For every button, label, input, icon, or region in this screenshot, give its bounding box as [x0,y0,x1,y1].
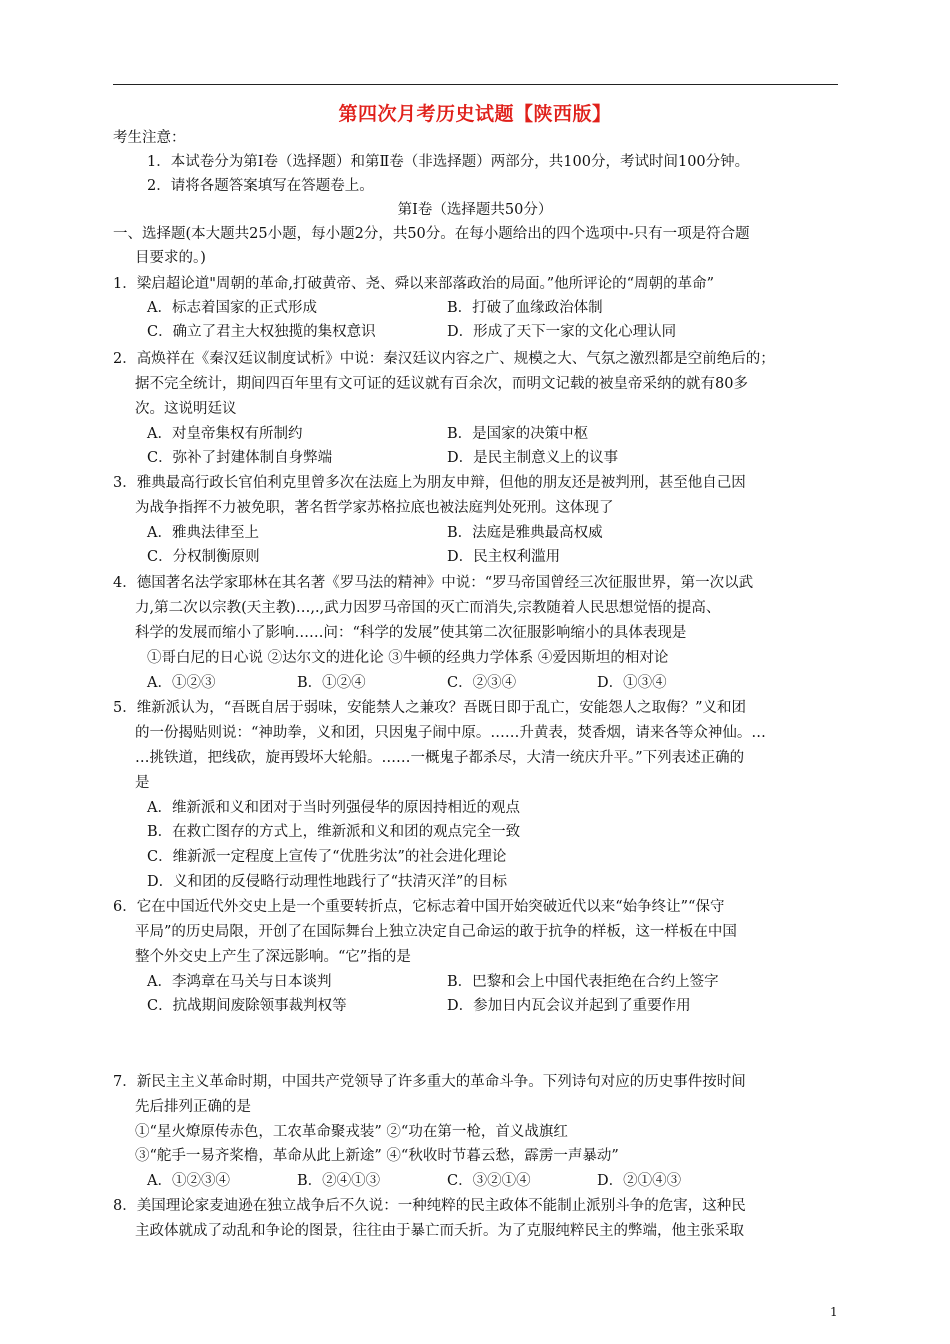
question-5-stem: …挑铁道，把线砍，旋再毁坏大轮船。……一概鬼子都杀尽，大清一统庆升平。”下列表述正确的 [135,750,745,766]
question-3-option-d: D．民主权利滥用 [447,549,561,565]
question-2-stem: 据不完全统计，期间四百年里有文可证的廷议就有百余次，而明文记载的被皇帝采纳的就有80多 [135,376,748,392]
header-rule [113,84,838,85]
question-5-option-a: A．维新派和义和团对于当时列强侵华的原因持相近的观点 [147,800,520,816]
question-2-option-b: B．是国家的决策中枢 [447,426,589,442]
question-6-option-c: C．抗战期间废除领事裁判权等 [147,998,347,1014]
question-4-option-a: A．①②③ [147,675,216,691]
question-5-option-c: C．维新派一定程度上宣传了“优胜劣汰”的社会进化理论 [147,849,507,865]
question-7-stem: 先后排列正确的是 [135,1099,251,1115]
question-6-stem: 6．它在中国近代外交史上是一个重要转折点，它标志着中国开始突破近代以来“始争终让”“保守 [113,899,725,915]
section-title: 第Ⅰ卷（选择题共50分） [397,202,553,218]
question-6-option-b: B．巴黎和会上中国代表拒绝在合约上签字 [447,974,719,990]
question-5-stem: 5．维新派认为，“吾既自居于弱味，安能禁人之兼攻？吾既日即于乱亡，安能怨人之取侮？”义和团 [113,700,747,716]
section-instruction: 目要求的。) [135,250,206,266]
question-5-option-b: B．在救亡图存的方式上，维新派和义和团的观点完全一致 [147,824,521,840]
question-2-stem: 次。这说明廷议 [135,401,237,417]
question-4-stem: ①哥白尼的日心说 ②达尔文的进化论 ③牛顿的经典力学体系 ④爱因斯坦的相对论 [147,650,669,666]
question-6-option-a: A．李鸿章在马关与日本谈判 [147,974,332,990]
question-7-stem: ③“舵手一易齐桨橹，革命从此上新途” ④“秋收时节暮云愁，霹雳一声暴动” [135,1148,619,1164]
question-4-stem: 力,第二次以宗教(天主教)…,.,武力因罗马帝国的灭亡而消失,宗教随着人民思想觉悟的提高、 [135,600,721,616]
question-3-option-a: A．雅典法律至上 [147,525,259,541]
notice-item: 1．本试卷分为第Ⅰ卷（选择题）和第Ⅱ卷（非选择题）两部分，共100分，考试时间100分钟。 [147,154,750,170]
question-5-stem: 的一份揭贴则说：“神助拳，义和团，只因鬼子闹中原。……升黄表，焚香烟，请来各等众神仙。… [135,725,766,741]
page-number: 1 [830,1305,838,1319]
question-5-stem: 是 [135,775,150,791]
question-1-option-d: D．形成了天下一家的文化心理认同 [447,324,677,340]
question-1-option-b: B．打破了血缘政治体制 [447,300,603,316]
question-7-stem: ①“星火燎原传赤色，工农革命聚戎装” ②“功在第一枪，首义战旗红 [135,1124,568,1140]
question-5-option-d: D．义和团的反侵略行动理性地践行了“扶清灭洋”的目标 [147,874,507,890]
question-6-stem: 整个外交史上产生了深远影响。“它”指的是 [135,949,411,965]
question-7-option-a: A．①②③④ [147,1173,230,1189]
question-2-option-c: C．弥补了封建体制自身弊端 [147,450,333,466]
question-2-stem: 2．高焕祥在《秦汉廷议制度试析》中说：秦汉廷议内容之广、规模之大、气氛之激烈都是空前绝后的； [113,351,775,367]
question-1-stem: 1．梁启超论道"周朝的革命,打破黄帝、尧、舜以来部落政治的局面。”他所评论的“周朝的革命” [113,276,714,292]
question-2-option-d: D．是民主制意义上的议事 [447,450,619,466]
question-3-stem: 为战争指挥不力被免职，著名哲学家苏格拉底也被法庭判处死刑。这体现了 [135,500,614,516]
question-6-option-d: D．参加日内瓦会议并起到了重要作用 [447,998,691,1014]
question-4-option-d: D．①③④ [597,675,667,691]
question-8-stem: 主政体就成了动乱和争论的图景，往往由于暴亡而夭折。为了克服纯粹民主的弊端，他主张采取 [135,1223,744,1239]
question-3-option-c: C．分权制衡原则 [147,549,260,565]
question-2-option-a: A．对皇帝集权有所制约 [147,426,303,442]
page-title: 第四次月考历史试题【陕西版】 [338,103,612,125]
question-1-option-a: A．标志着国家的正式形成 [147,300,317,316]
question-7-option-b: B．②④①③ [297,1173,381,1189]
question-7-stem: 7．新民主主义革命时期，中国共产党领导了许多重大的革命斗争。下列诗句对应的历史事件按时间 [113,1074,746,1090]
question-7-option-d: D．②①④③ [597,1173,682,1189]
notice-item: 2．请将各题答案填写在答题卷上。 [147,178,374,194]
question-8-stem: 8．美国理论家麦迪逊在独立战争后不久说：一种纯粹的民主政体不能制止派别斗争的危害，这种民 [113,1198,746,1214]
question-4-stem: 科学的发展而缩小了影响……问：“科学的发展”使其第二次征服影响缩小的具体表现是 [135,625,687,641]
question-4-option-b: B．①②④ [297,675,366,691]
question-4-stem: 4．德国著名法学家耶林在其名著《罗马法的精神》中说：“罗马帝国曾经三次征服世界，第一次以武 [113,575,754,591]
question-3-option-b: B．法庭是雅典最高权威 [447,525,603,541]
notice-heading: 考生注意： [113,130,186,146]
question-3-stem: 3．雅典最高行政长官伯利克里曾多次在法庭上为朋友申辩，但他的朋友还是被判刑，甚至他自己因 [113,475,746,491]
question-7-option-c: C．③②①④ [447,1173,531,1189]
section-instruction: 一、选择题(本大题共25小题，每小题2分，共50分。在每小题给出的四个选项中-只有一项是符合题 [113,226,750,242]
question-1-option-c: C．确立了君主大权独揽的集权意识 [147,324,376,340]
question-4-option-c: C．②③④ [447,675,517,691]
question-6-stem: 平局”的历史局限，开创了在国际舞台上独立决定自己命运的敢于抗争的样板，这一样板在中国 [135,924,737,940]
